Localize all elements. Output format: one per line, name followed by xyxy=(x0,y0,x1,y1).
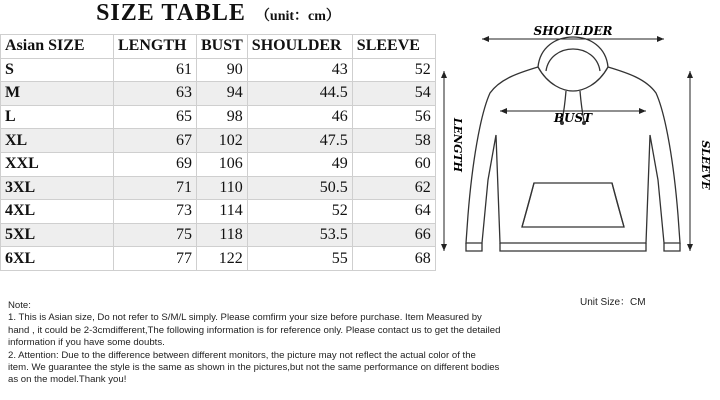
measurement-cell: 47.5 xyxy=(247,129,352,153)
notes xyxy=(8,300,708,387)
size-row xyxy=(1,247,436,271)
measurement-cell: 110 xyxy=(197,176,248,200)
shoulder-arrow-head-right xyxy=(657,36,664,42)
bust-arrow-head-right xyxy=(639,108,646,114)
measurement-cell: 55 xyxy=(247,247,352,271)
header-cell: SLEEVE xyxy=(352,35,435,59)
size-label-cell: L xyxy=(1,105,114,129)
size-table xyxy=(0,34,436,271)
length-arrow-head-top xyxy=(441,71,447,78)
measurement-cell: 62 xyxy=(352,176,435,200)
measurement-cell: 50.5 xyxy=(247,176,352,200)
size-row xyxy=(1,152,436,176)
measurement-cell: 102 xyxy=(197,129,248,153)
measurement-cell: 49 xyxy=(247,152,352,176)
size-label-cell: 3XL xyxy=(1,176,114,200)
measurement-cell: 94 xyxy=(197,82,248,106)
measurement-cell: 122 xyxy=(197,247,248,271)
size-label-cell: 4XL xyxy=(1,200,114,224)
header-cell: SHOULDER xyxy=(247,35,352,59)
note-line: information if you have some doubts. xyxy=(8,337,165,349)
size-row xyxy=(1,176,436,200)
measurement-cell: 106 xyxy=(197,152,248,176)
measurement-cell: 114 xyxy=(197,200,248,224)
measurement-cell: 43 xyxy=(247,58,352,82)
measurement-cell: 46 xyxy=(247,105,352,129)
header-row xyxy=(1,35,436,59)
bust-label: BUST xyxy=(553,111,593,125)
unit-size: Unit Size：CM xyxy=(580,297,646,308)
unit-label: （unit：cm） xyxy=(255,9,340,24)
measurement-cell: 58 xyxy=(352,129,435,153)
size-row xyxy=(1,82,436,106)
hoodie-diagram xyxy=(438,15,720,265)
measurement-cell: 67 xyxy=(114,129,197,153)
bust-arrow-head-left xyxy=(500,108,507,114)
measurement-cell: 56 xyxy=(352,105,435,129)
size-label-cell: XXL xyxy=(1,152,114,176)
measurement-cell: 98 xyxy=(197,105,248,129)
note-line: as on the model.Thank you! xyxy=(8,374,127,386)
measurement-cell: 64 xyxy=(352,200,435,224)
measurement-cell: 52 xyxy=(247,200,352,224)
measurement-cell: 75 xyxy=(114,223,197,247)
measurement-cell: 63 xyxy=(114,82,197,106)
measurement-cell: 66 xyxy=(352,223,435,247)
size-label-cell: S xyxy=(1,58,114,82)
measurement-cell: 53.5 xyxy=(247,223,352,247)
measurement-cell: 54 xyxy=(352,82,435,106)
size-chart xyxy=(0,0,436,270)
length-arrow-head-bottom xyxy=(441,244,447,251)
measurement-cell: 44.5 xyxy=(247,82,352,106)
measurement-cell: 68 xyxy=(352,247,435,271)
size-row xyxy=(1,105,436,129)
measurement-cell: 118 xyxy=(197,223,248,247)
note-line: 1. This is Asian size, Do not refer to S/M/L simply. Please comfirm your size before purchase. Item Measured by xyxy=(8,312,482,324)
size-row xyxy=(1,58,436,82)
sleeve-arrow-head-bottom xyxy=(687,244,693,251)
sleeve-label: SLEEVE xyxy=(699,140,712,190)
measurement-cell: 65 xyxy=(114,105,197,129)
size-label-cell: M xyxy=(1,82,114,106)
size-label-cell: XL xyxy=(1,129,114,153)
measurement-cell: 52 xyxy=(352,58,435,82)
shoulder-label: SHOULDER xyxy=(533,24,613,38)
size-table-title xyxy=(0,0,436,34)
measurement-cell: 90 xyxy=(197,58,248,82)
header-cell: Asian SIZE xyxy=(1,35,114,59)
size-label-cell: 5XL xyxy=(1,223,114,247)
note-line: hand , it could be 2-3cmdifferent,The following information is for reference only. Please contact us to get the detailed xyxy=(8,324,501,336)
note-line: Note: xyxy=(8,300,31,311)
size-row xyxy=(1,129,436,153)
hoodie-outline xyxy=(466,37,680,251)
measurement-cell: 60 xyxy=(352,152,435,176)
measurement-cell: 61 xyxy=(114,58,197,82)
title-text: SIZE TABLE xyxy=(96,0,246,26)
measurement-cell: 71 xyxy=(114,176,197,200)
header-cell: BUST xyxy=(197,35,248,59)
header-cell: LENGTH xyxy=(114,35,197,59)
shoulder-arrow-head-left xyxy=(482,36,489,42)
measurement-cell: 69 xyxy=(114,152,197,176)
size-label-cell: 6XL xyxy=(1,247,114,271)
note-line: 2. Attention: Due to the difference between different monitors, the picture may not reflect the actual color of the xyxy=(8,349,476,361)
note-line: item. We guarantee the style is the same as shown in the pictures,but not the same performance on different bodies xyxy=(8,362,500,374)
length-label: LENGTH xyxy=(451,117,464,173)
size-row xyxy=(1,223,436,247)
measurement-cell: 77 xyxy=(114,247,197,271)
size-row xyxy=(1,200,436,224)
measurement-cell: 73 xyxy=(114,200,197,224)
sleeve-arrow-head-top xyxy=(687,71,693,78)
